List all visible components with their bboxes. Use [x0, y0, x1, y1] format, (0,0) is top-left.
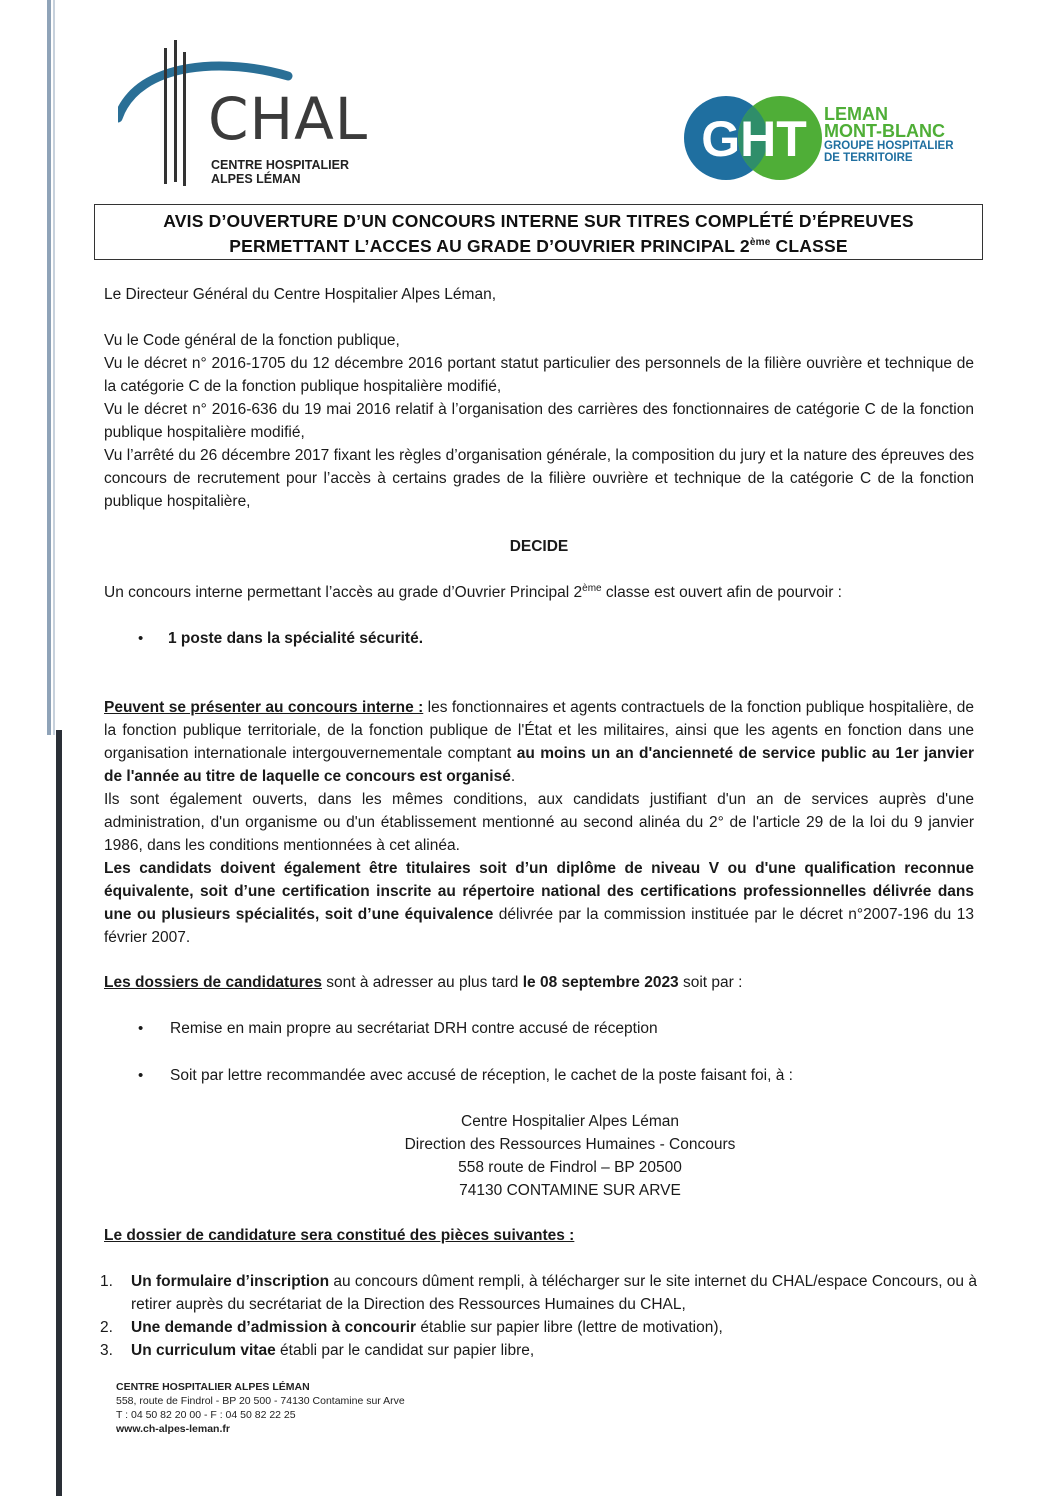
eligibility-paragraph: Peuvent se présenter au concours interne : les fonctionnaires et agents contractuels de la fonction publique hospitalière, de la fonction publique territoriale, de la fonction publique de l'État et les militaires, ainsi que les agents en fonction dans une organisation internationale intergouvernementale comptant au moins un an d'ancienneté de service public au 1er janvier de l'année au titre de laquelle ce concours est organisé. [104, 699, 974, 785]
postal-address: Centre Hospitalier Alpes Léman Direction des Ressources Humaines - Concours 558 route de Findrol – BP 20500 74130 CONTAMINE SUR ARVE [404, 1113, 736, 1199]
scan-edge-bar [47, 0, 51, 735]
document-title [94, 204, 983, 260]
eligibility-label: Peuvent se présenter au concours interne : [104, 699, 424, 716]
ght-logo-text: LEMAN MONT-BLANC GROUPE HOSPITALIER DE TERRITOIRE [824, 104, 954, 164]
decide-heading: DECIDE [509, 538, 569, 555]
bullet-icon: • [138, 1067, 144, 1084]
vu-line-3: Vu le décret n° 2016-636 du 19 mai 2016 relatif à l’organisation des carrières des fonctionnaires de catégorie C de la fonction publique hospitalière modifié, [104, 401, 974, 441]
scan-edge-bar-dark [56, 730, 62, 1496]
vu-line-1: Vu le Code général de la fonction publique, [104, 332, 400, 349]
bullet-icon: • [138, 1020, 144, 1037]
chal-logo-text: CHAL [208, 85, 369, 153]
pieces-heading: Le dossier de candidature sera constitué des pièces suivantes : [104, 1227, 575, 1244]
opening-statement: Un concours interne permettant l’accès au grade d’Ouvrier Principal 2ème classe est ouvert afin de pourvoir : [104, 582, 842, 601]
bullet-icon: • [138, 630, 144, 647]
director-line: Le Directeur Général du Centre Hospitalier Alpes Léman, [104, 286, 497, 303]
ght-logo-icon [684, 94, 824, 182]
footer-org: CENTRE HOSPITALIER ALPES LÉMAN [116, 1381, 310, 1393]
footer-phone: T : 04 50 82 20 00 - F : 04 50 82 22 25 [116, 1409, 296, 1421]
ght-logo-letters: GHT [701, 111, 807, 167]
qualification-paragraph: Les candidats doivent également être titulaires soit d’un diplôme de niveau V ou d'une qualification reconnue équivalente, soit d’une certification inscrite au répertoire national des certifications professionnelles délivrée dans une ou plusieurs spécialités, soit d’une équivalence délivrée par la commission instituée par le décret n°2007-196 du 13 février 2007. [104, 860, 974, 946]
footer-address: 558, route de Findrol - BP 20 500 - 74130 Contamine sur Arve [116, 1395, 405, 1407]
scan-edge-bar-thin [53, 0, 55, 735]
eligibility-extension: Ils sont également ouverts, dans les mêmes conditions, aux candidats justifiant d'un an de services auprès d'une administration, d'un organisme ou d'un établissement mentionné au second alinéa du 2° de l'article 29 de la loi du 9 janvier 1986, dans les conditions mentionnées à cet alinéa. [104, 791, 974, 854]
footer-website[interactable]: www.ch-alpes-leman.fr [116, 1423, 230, 1435]
page-footer [116, 1380, 405, 1436]
legal-references [104, 329, 974, 513]
chal-logo-subtitle: CENTRE HOSPITALIER ALPES LÉMAN [211, 158, 349, 186]
deadline-paragraph: Les dossiers de candidatures sont à adresser au plus tard le 08 septembre 2023 soit par : [104, 974, 743, 991]
title-line-1: AVIS D’OUVERTURE D’UN CONCOURS INTERNE SUR TITRES COMPLÉTÉ D’ÉPREUVES [163, 211, 914, 231]
vu-line-4: Vu l’arrêté du 26 décembre 2017 fixant les règles d’organisation générale, la composition du jury et la nature des épreuves des concours de recrutement pour l’accès à certains grades de la filière ouvrière et technique de la catégorie C de la fonction publique hospitalière, [104, 447, 974, 510]
vu-line-2: Vu le décret n° 2016-1705 du 12 décembre 2016 portant statut particulier des personnels de la filière ouvrière et technique de la catégorie C de la fonction publique hospitalière modifié, [104, 355, 974, 395]
title-line-2: PERMETTANT L’ACCES AU GRADE D’OUVRIER PRINCIPAL 2ème CLASSE [229, 236, 848, 256]
